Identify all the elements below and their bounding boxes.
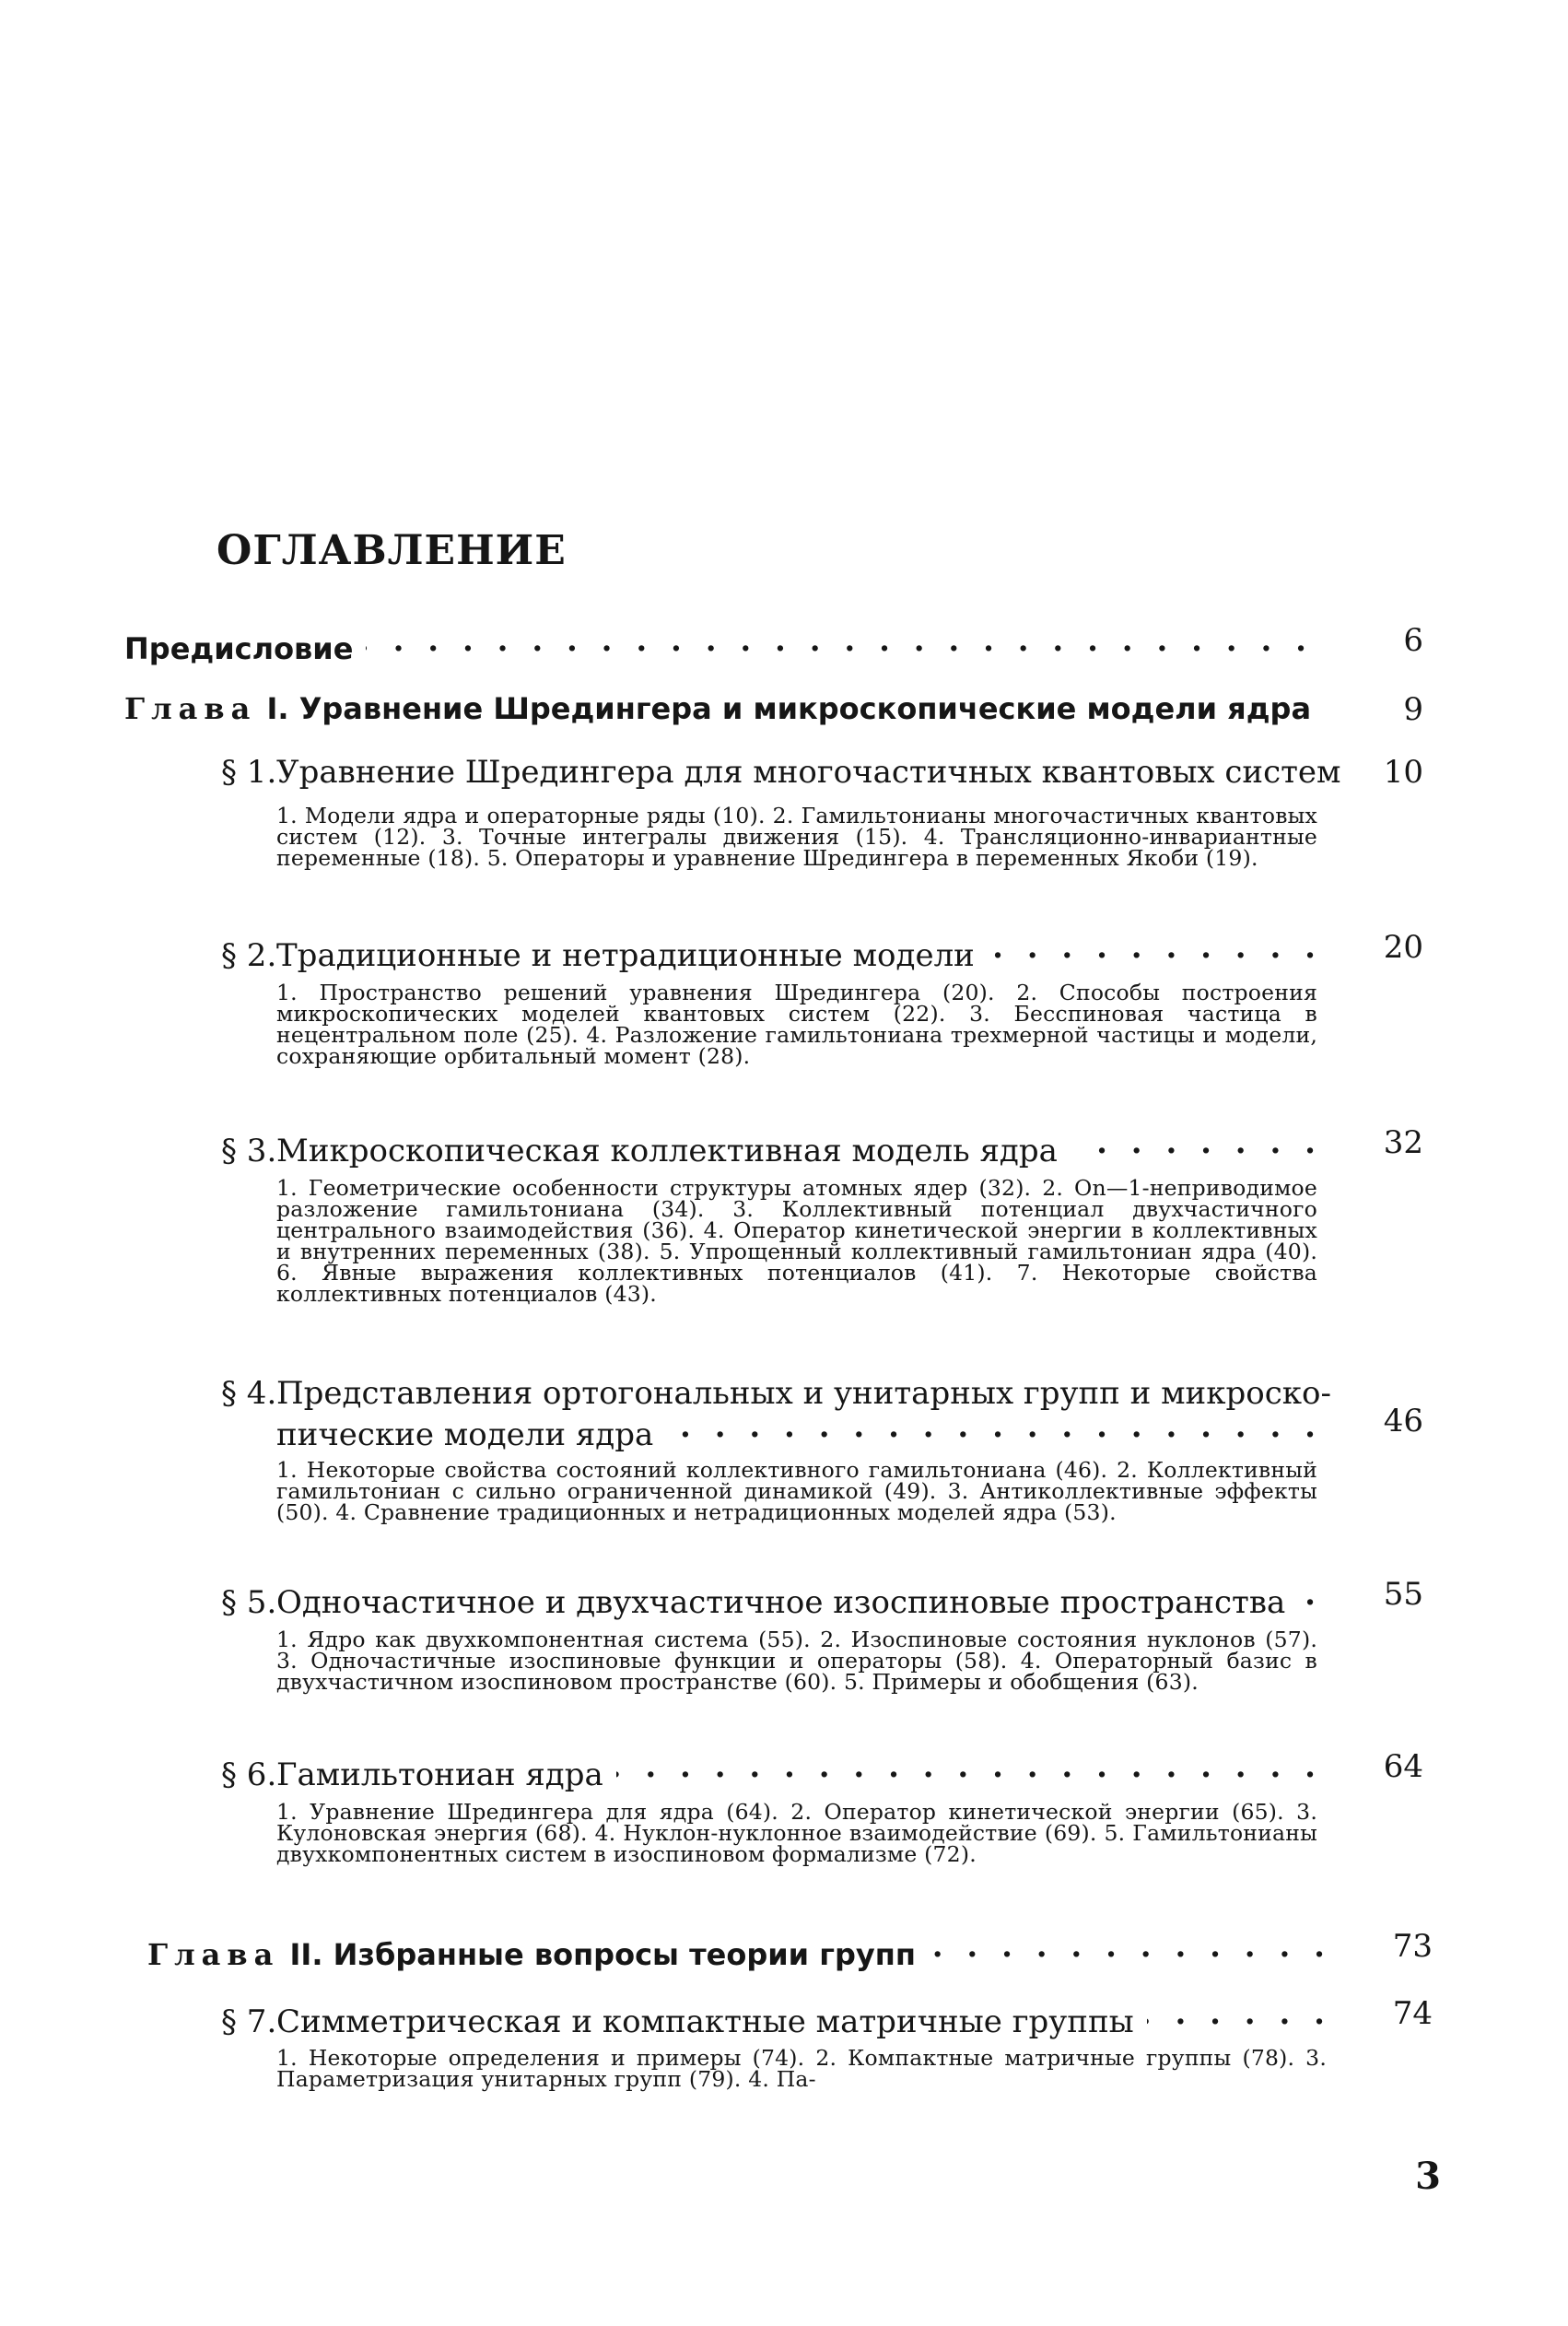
section-mark: § 4. (221, 1375, 277, 1412)
leader-dots (366, 622, 1313, 659)
toc-entry-section-5[interactable] (221, 1576, 1322, 1621)
leader-dots (988, 929, 1322, 966)
section-mark: § 1. (221, 754, 277, 791)
section-summary: 1. Некоторые определения и примеры (74). 2. Компактные матричные группы (78). 3. Параметризация унитарных групп (79). 4. Па- (276, 2045, 1327, 2092)
section-summary: 1. Некоторые свойства состояний коллективного гамильтониана (46). 2. Коллективный гамильтониан с сильно ограниченной динамикой (49). 3. Антиколлективные эффекты (50). 4. Сравнение традиционных и нетрадиционных моделей ядра (53). (276, 1457, 1317, 1525)
toc-entry-section-4-line1[interactable] (221, 1375, 1331, 1412)
toc-page-number: 55 (1383, 1576, 1423, 1613)
section-summary: 1. Уравнение Шредингера для ядра (64). 2. Оператор кинетической энергии (65). 3. Кулоновская энергия (68). 4. Нуклон-нуклонное взаимодействие (69). 5. Гамильтонианы двухкомпонентных систем в изоспиновом формализме (72). (276, 1799, 1317, 1867)
toc-page-number: 10 (1383, 754, 1423, 791)
toc-entry-label: Симметрическая и компактные матричные группы (276, 2003, 1134, 2040)
toc-page-number: 9 (1403, 691, 1423, 728)
toc-entry-label: I. Уравнение Шредингера и микроскопические модели ядра (266, 691, 1312, 726)
section-summary: 1. Ядро как двухкомпонентная система (55). 2. Изоспиновые состояния нуклонов (57). 3. Одночастичные изоспиновые функции и операторы (58). 4. Операторный базис в двухчастичном изоспиновом пространстве (60). 5. Примеры и обобщения (63). (276, 1627, 1317, 1695)
toc-page-number: 64 (1383, 1748, 1423, 1785)
leader-dots (1071, 1124, 1322, 1161)
toc-entry-label: пические модели ядра (276, 1416, 654, 1453)
toc-entry-label: Гамильтониан ядра (276, 1756, 603, 1793)
toc-entry-section-4[interactable] (276, 1408, 1322, 1453)
section-mark: § 5. (221, 1584, 277, 1621)
toc-entry-label: II. Избранные вопросы теории групп (289, 1937, 916, 1972)
toc-page-number: 32 (1383, 1124, 1423, 1161)
section-mark: § 6. (221, 1756, 277, 1793)
toc-entry-chapter-1[interactable] (124, 691, 1313, 726)
section-summary: 1. Модели ядра и операторные ряды (10). 2. Гамильтонианы многочастичных квантовых систем (12). 3. Точные интегралы движения (15). 4. Трансляционно-инвариантные переменные (18). 5. Операторы и уравнение Шредингера в переменных Якоби (19). (276, 803, 1317, 871)
section-summary: 1. Геометрические особенности структуры атомных ядер (32). 2. Оn—1-неприводимое разложение гамильтониана (34). 3. Коллективный потенциал двухчастичного центрального взаимодействия (36). 4. Оператор кинетической энергии в коллективных и внутренних переменных (38). 5. Упрощенный коллективный гамильтониан ядра (40). 6. Явные выражения коллективных потенциалов (41). 7. Некоторые свойства коллективных потенциалов (43). (276, 1175, 1317, 1307)
chapter-word: Глава (147, 1937, 280, 1972)
toc-entry-preface[interactable] (124, 622, 1313, 666)
leader-dots (666, 1408, 1322, 1445)
toc-entry-section-3[interactable] (221, 1124, 1322, 1169)
page-title: ОГЛАВЛЕНИЕ (216, 527, 567, 574)
leader-dots (616, 1748, 1322, 1785)
toc-entry-label: Представления ортогональных и унитарных групп и микроско- (276, 1375, 1331, 1412)
leader-dots (929, 1928, 1331, 1965)
section-mark: § 3. (221, 1133, 277, 1169)
toc-page-number: 73 (1392, 1928, 1433, 1965)
toc-entry-chapter-2[interactable] (147, 1928, 1331, 1972)
toc-page-number: 74 (1392, 1995, 1433, 2032)
toc-entry-section-2[interactable] (221, 929, 1322, 974)
toc-entry-section-7[interactable] (221, 1995, 1331, 2040)
toc-page-number: 46 (1383, 1403, 1423, 1439)
section-summary: 1. Пространство решений уравнения Шредингера (20). 2. Способы построения микроскопических моделей квантовых систем (22). 3. Бесспиновая частица в нецентральном поле (25). 4. Разложение гамильтониана трехмерной частицы и модели, сохраняющие орбитальный момент (28). (276, 980, 1317, 1069)
leader-dots (1147, 1995, 1331, 2032)
section-mark: § 2. (221, 937, 277, 974)
toc-page-number: 20 (1383, 929, 1423, 966)
section-mark: § 7. (221, 2003, 277, 2040)
toc-entry-label: Традиционные и нетрадиционные модели (276, 937, 975, 974)
toc-page-number: 6 (1403, 622, 1423, 659)
toc-entry-label: Предисловие (124, 631, 354, 666)
toc-entry-label: Микроскопическая коллективная модель ядра (276, 1133, 1058, 1169)
chapter-word: Глава (124, 691, 257, 726)
toc-entry-section-1[interactable] (221, 754, 1341, 791)
toc-entry-label: Уравнение Шредингера для многочастичных квантовых систем (276, 754, 1341, 791)
toc-entry-section-6[interactable] (221, 1748, 1322, 1793)
toc-entry-label: Одночастичное и двухчастичное изоспиновые пространства (276, 1584, 1286, 1621)
leader-dots (1298, 1576, 1322, 1613)
page-number: 3 (1415, 2155, 1441, 2198)
